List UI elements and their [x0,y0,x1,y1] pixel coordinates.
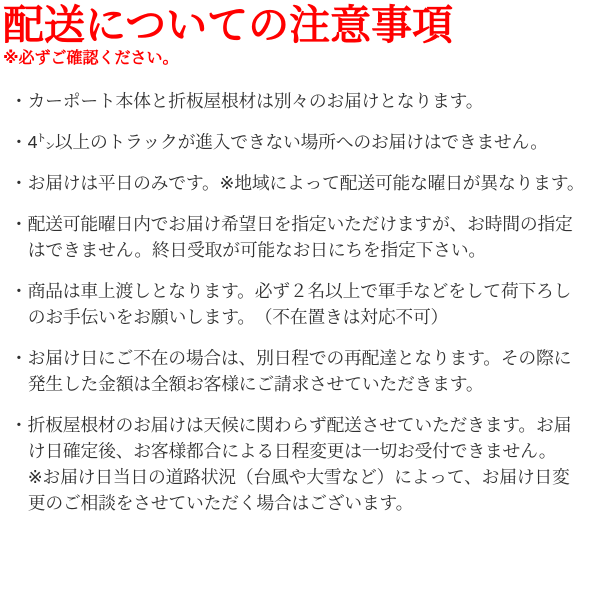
notice-item-weather-policy [10,412,600,516]
notice-line: ※お届け日当日の道路状況（台風や大雪など）によって、お届け日変 [27,467,570,487]
notice-line: のお手伝いをお願いします。 （不在置きは対応不可） [27,307,449,327]
notice-item-separate-delivery [10,88,600,114]
notice-line: ・商品は車上渡しとなります。必ず２名以上で軍手などをして荷下ろし [10,281,572,301]
confirmation-note: ※必ずご確認ください。 [3,50,179,67]
notice-line: ・配送可能曜日内でお届け希望日を指定いただけますが、お時間の指定 [10,214,573,234]
notice-item-date-designation [10,211,600,263]
notice-line: け日確定後、お客様都合による日程変更は一切お受付できません。 [27,441,557,461]
notice-item-redelivery-charge [10,345,600,397]
notice-item-truck-access [10,129,600,155]
notice-item-weekday-only [10,170,600,196]
notice-line: ・カーポート本体と折板屋根材は別々のお届けとなります。 [10,91,484,111]
notice-line: はできません。終日受取が可能なお日にちを指定下さい。 [27,240,486,260]
notice-line: 更のご相談をさせていただく場合はございます。 [27,493,414,513]
notice-line: ・お届けは平日のみです。※地域によって配送可能な曜日が異なります。 [10,173,585,193]
page-title: 配送についての注意事項 [3,2,454,48]
notice-line: ・4㌧以上のトラックが進入できない場所へのお届けはできません。 [10,132,548,152]
notice-line: ・お届け日にご不在の場合は、別日程での再配達となります。その際に [10,348,572,368]
notice-line: 発生した金額は全額お客様にご請求させていただきます。 [27,374,484,394]
notice-list [3,88,600,516]
notice-item-unloading-help [10,278,600,330]
notice-line: ・折板屋根材のお届けは天候に関わらず配送させていただきます。お届 [10,415,572,435]
